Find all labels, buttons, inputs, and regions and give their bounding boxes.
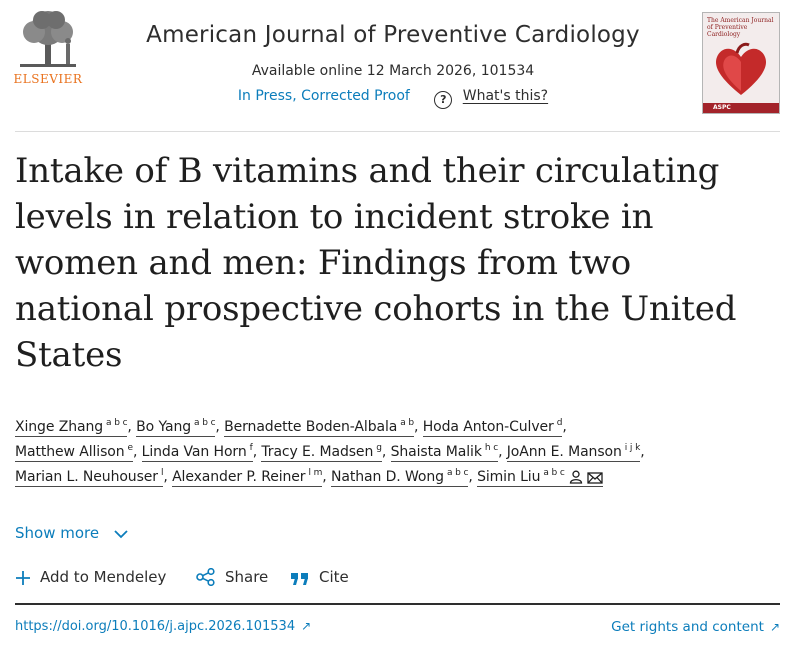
author-name: Nathan D. Wong [331,469,444,485]
author-affiliation: i j k [624,443,641,453]
whats-this-link[interactable]: What's this? [462,88,549,104]
share-label: Share [225,568,269,586]
envelope-icon [587,468,603,493]
author-affiliation: a b c [194,418,216,428]
doi-text: https://doi.org/10.1016/j.ajpc.2026.101534 [15,619,296,634]
header-divider [15,131,780,132]
author-link[interactable] [391,444,499,462]
author-link[interactable] [331,469,468,487]
actions-divider [15,603,780,605]
author-link[interactable] [423,419,563,437]
external-arrow-icon: ↗ [301,619,312,633]
share-button[interactable] [196,568,268,586]
author-link[interactable] [15,419,127,437]
author-affiliation: a b c [543,468,565,478]
author-affiliation: g [376,443,382,453]
author-link[interactable] [477,469,603,487]
author-link[interactable] [15,444,133,462]
add-to-mendeley-label: Add to Mendeley [40,568,167,586]
journal-cover[interactable] [702,12,780,114]
author-name: Simin Liu [477,469,541,485]
author-link[interactable] [261,444,381,462]
author-link[interactable] [224,419,414,437]
author-list: Xinge Zhang $^{a b c}$, Bo Yang $^{a b c}$, Bernadette Boden-Albala $^{a b}$, Hoda Anton-Culver $^d$, Matthew Allison $^e$, Linda Van Horn $^f$, Tracy E. Madsen $^g$, Shaista Malik $^{h c}$, JoAnn E. Manson $^{i j k}$, Marian L. Neuhouser $^l$, Alexander P. Reiner $^{l m}$, Nathan D. Wong $^{a b c}$, Simin Liu $^{a b c}$ [15,415,785,493]
journal-title[interactable]: American Journal of Preventive Cardiology [146,22,640,48]
author-link[interactable] [507,444,640,462]
external-arrow-icon: ↗ [769,620,780,634]
cite-label: Cite [319,568,349,586]
author-affiliation: l [160,468,164,478]
author-link[interactable] [142,444,253,462]
author-affiliation: a b c [446,468,469,478]
journal-header [0,0,800,130]
author-affiliation: d [556,418,563,428]
article-title: Intake of B vitamins and their circulating levels in relation to incident stroke in women and men: Findings from two national prospective cohorts in the United States [15,151,737,375]
add-to-mendeley-button[interactable] [15,568,166,586]
share-icon [196,568,216,586]
publication-status: In Press, Corrected Proof [237,88,410,104]
author-name: Bo Yang [136,419,192,435]
author-name: Hoda Anton-Culver [422,419,554,435]
publisher-name: ELSEVIER [13,72,83,86]
show-more-label: Show more [15,524,100,542]
author-affiliation: l m [308,468,323,478]
author-link[interactable] [136,419,215,437]
rights-text: Get rights and content [611,619,764,635]
cite-button[interactable] [290,568,349,586]
author-affiliation: e [127,443,133,453]
question-circle-icon[interactable]: ? [434,91,452,109]
author-name: Matthew Allison [15,444,125,460]
author-name: Linda Van Horn [141,444,247,460]
doi-link[interactable] [15,619,311,634]
author-link[interactable] [172,469,322,487]
person-icon [569,468,583,493]
author-name: Xinge Zhang [15,419,104,435]
quote-icon [290,572,310,586]
chevron-down-icon [114,529,128,539]
show-more-button[interactable] [15,524,128,542]
author-name: Tracy E. Madsen [261,444,374,460]
rights-link[interactable] [611,619,780,635]
author-affiliation: a b c [106,418,128,428]
author-name: Alexander P. Reiner [172,469,306,485]
heart-image [703,33,779,103]
author-name: Bernadette Boden-Albala [224,419,398,435]
author-affiliation: f [249,443,253,453]
author-name: Marian L. Neuhouser [15,469,158,485]
author-affiliation: h c [484,443,499,453]
availability-date: Available online 12 March 2026, 101534 [251,63,535,79]
publication-status-row [0,88,786,109]
plus-icon [15,570,31,586]
author-name: JoAnn E. Manson [506,444,622,460]
cover-title: The American Journal of Preventive Cardiology [707,17,774,38]
author-name: Shaista Malik [390,444,482,460]
cover-badge: ASPC [713,104,731,111]
author-link[interactable] [15,469,163,487]
author-affiliation: a b [400,418,415,428]
